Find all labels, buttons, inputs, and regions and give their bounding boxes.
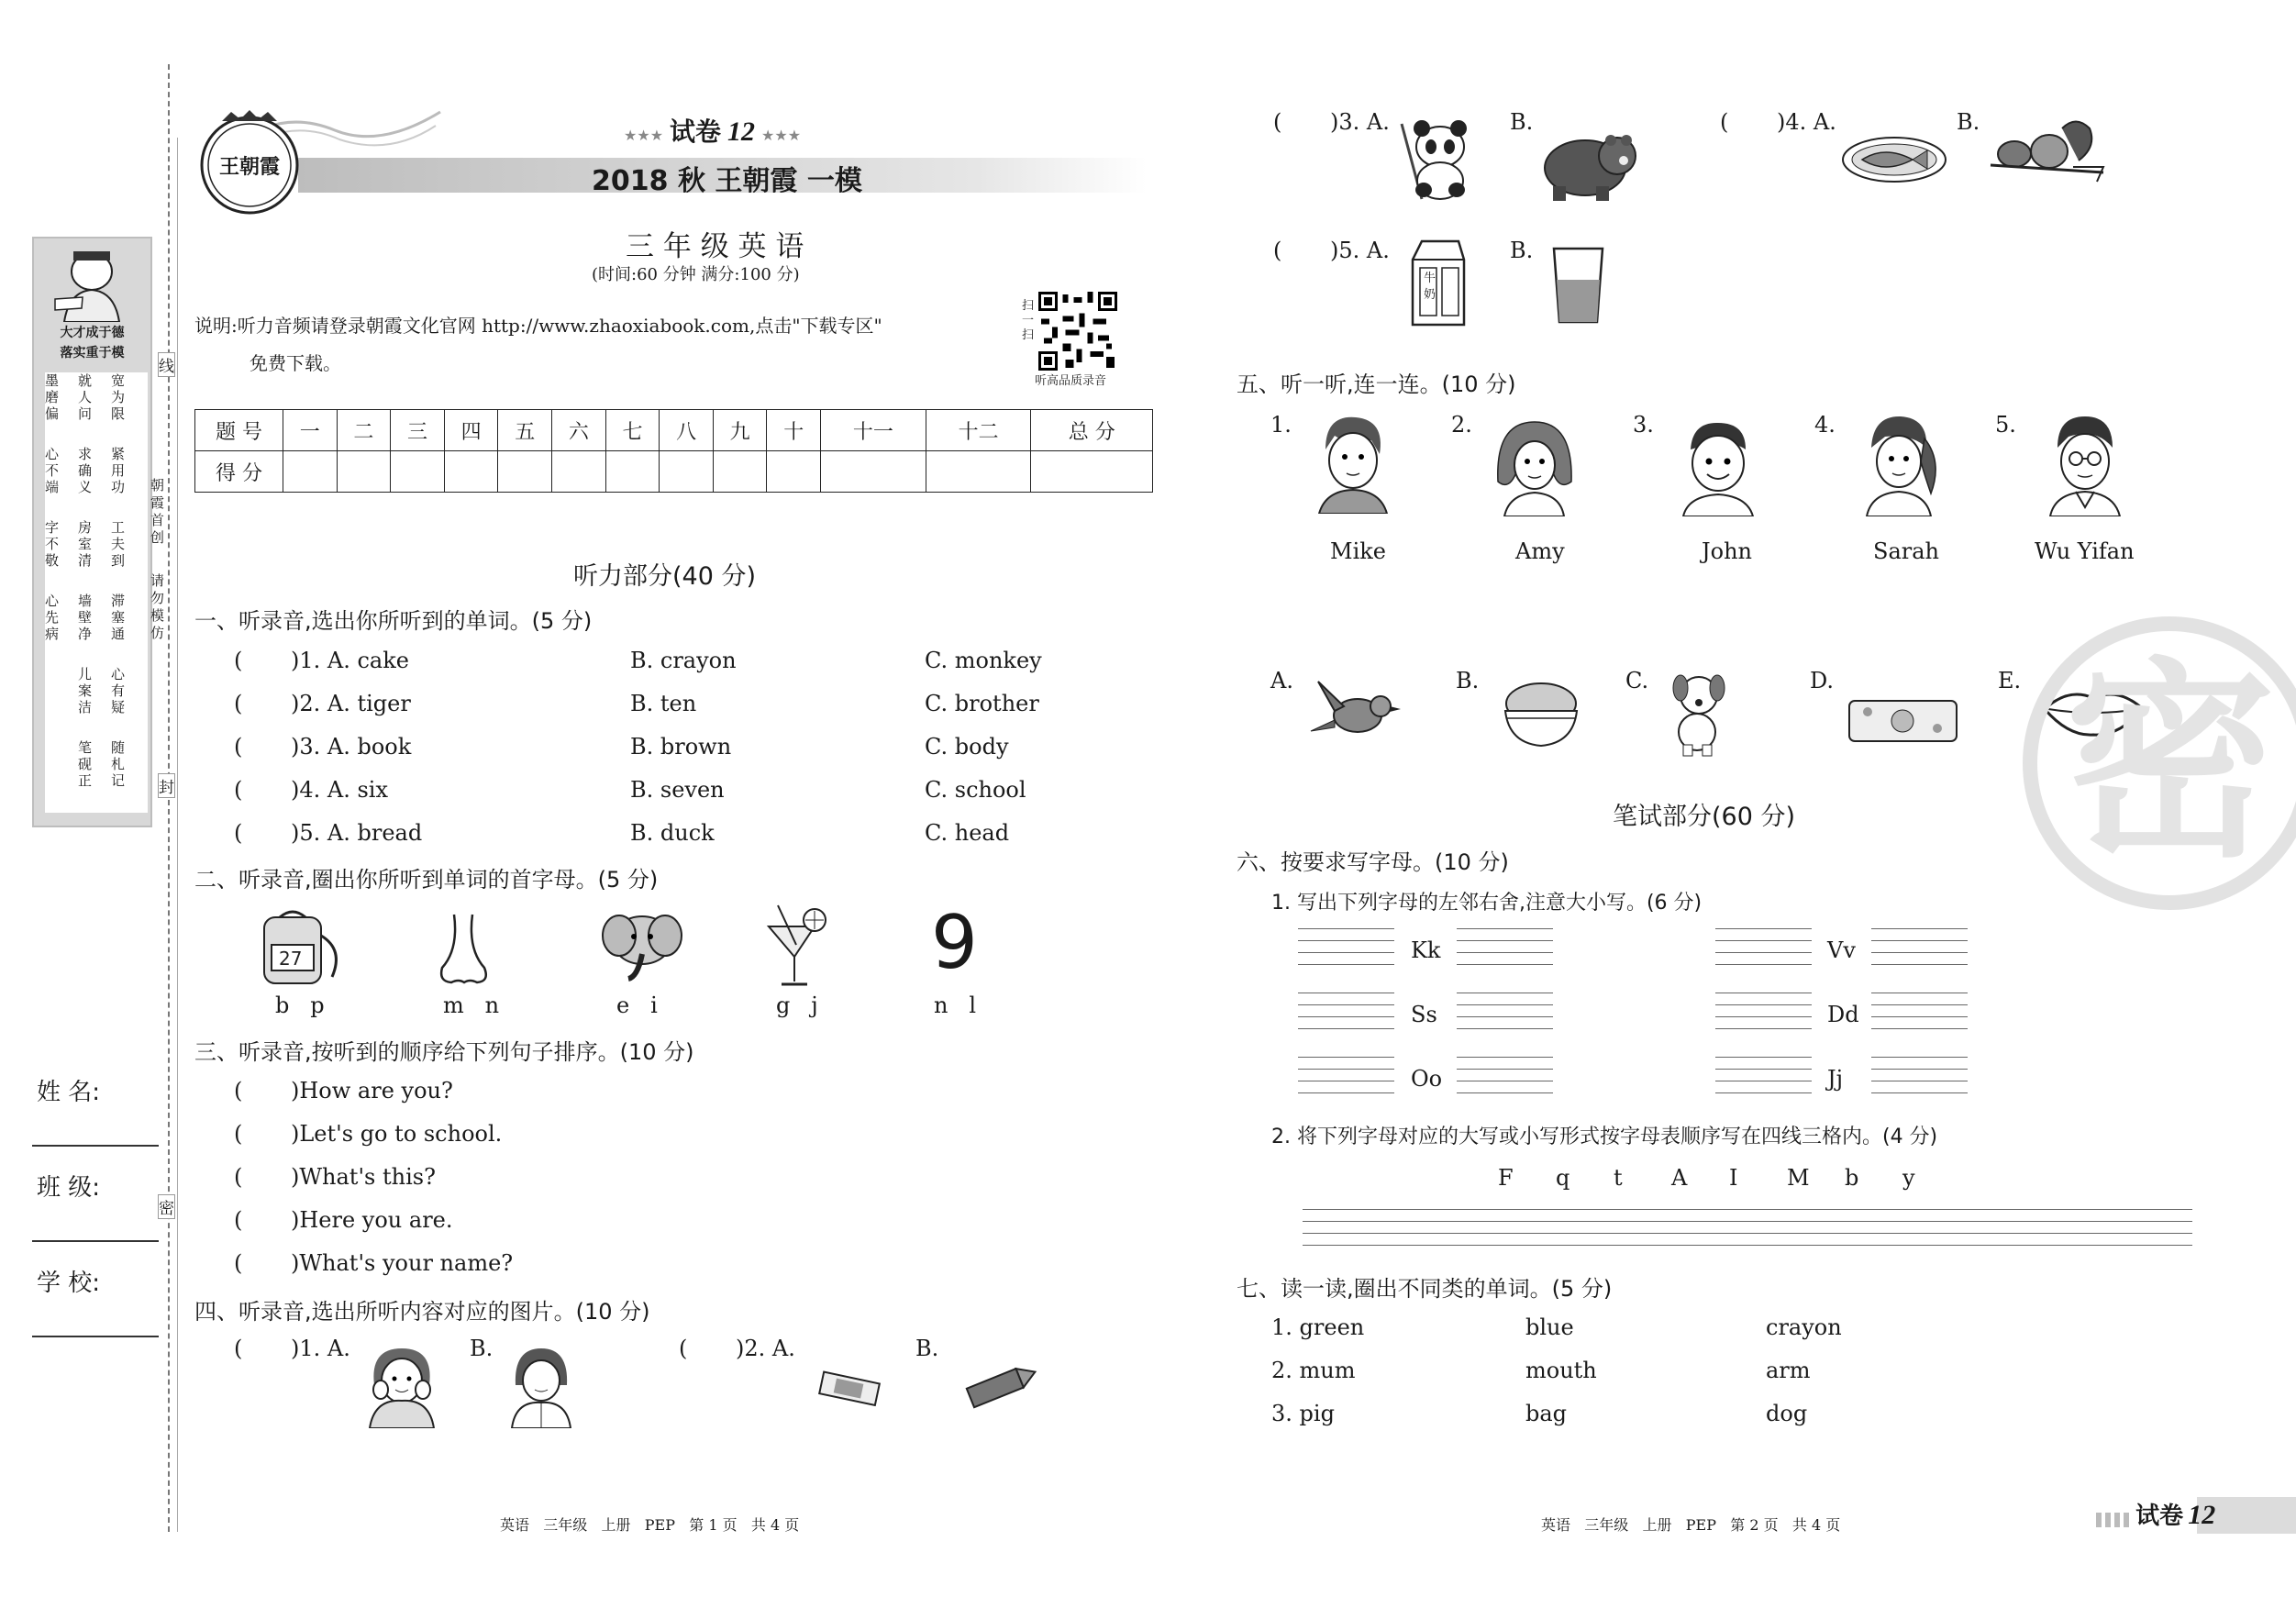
word-option[interactable]: 1. green: [1271, 1314, 1365, 1340]
s6-sub1: 1. 写出下列字母的左邻右舍,注意大小写。(6 分): [1271, 892, 1703, 915]
sidebar-motto-panel: [32, 237, 152, 827]
write-line[interactable]: [1871, 1028, 1968, 1029]
written-title: 笔试部分(60 分): [1613, 803, 1796, 831]
score-header-cell: 二: [337, 410, 391, 451]
exam-badge: [624, 112, 801, 149]
write-line[interactable]: [1298, 1069, 1394, 1070]
glass-icon: [1548, 243, 1608, 326]
class-field[interactable]: [32, 1240, 159, 1242]
four-line-rule[interactable]: [1303, 1245, 2192, 1246]
crayon-icon: [959, 1358, 1041, 1413]
s4-q3-b: B.: [1510, 109, 1534, 135]
s4-q4-b: B.: [1957, 109, 1980, 135]
given-letter: Ss: [1411, 1002, 1437, 1027]
letter-pair[interactable]: e i: [616, 993, 658, 1018]
poem-column: 求确义: [78, 446, 93, 495]
four-line-rule[interactable]: [1303, 1221, 2192, 1222]
word-option[interactable]: dog: [1766, 1401, 1808, 1426]
score-header-cell: 题 号: [195, 410, 283, 451]
qr-side-text: 扫一扫: [1022, 299, 1035, 342]
write-line[interactable]: [1715, 1016, 1812, 1017]
note-line-2: 免费下载。: [250, 352, 341, 374]
poem-column: 宽为限: [111, 372, 126, 422]
person-name[interactable]: Sarah: [1873, 538, 1939, 564]
poem-column: 心不端: [45, 446, 60, 495]
poem-column: 紧用功: [111, 446, 126, 495]
write-line[interactable]: [1457, 1004, 1553, 1005]
write-line[interactable]: [1298, 952, 1394, 953]
s4-q1-b: B.: [470, 1336, 494, 1361]
write-line[interactable]: [1457, 1016, 1553, 1017]
answer-bracket[interactable]: (: [234, 1207, 243, 1233]
score-header-cell: 七: [605, 410, 660, 451]
glue-icon: [816, 1369, 885, 1410]
write-line[interactable]: [1715, 1057, 1812, 1058]
section-1-title: 一、听录音,选出你所听到的单词。(5 分): [194, 608, 593, 634]
write-line[interactable]: [1871, 940, 1968, 941]
match-letter[interactable]: D.: [1810, 668, 1835, 693]
answer-bracket[interactable]: (: [234, 1078, 243, 1103]
match-letter[interactable]: B.: [1456, 668, 1480, 693]
score-header-cell: 总 分: [1031, 410, 1153, 451]
person-name[interactable]: Mike: [1330, 538, 1386, 564]
time-info: (时间:60 分钟 满分:100 分): [592, 265, 800, 284]
stamp-char: 密: [2064, 641, 2276, 886]
seq-letter: y: [1902, 1165, 1915, 1191]
answer-bracket[interactable]: (: [234, 691, 243, 716]
word-option[interactable]: mouth: [1525, 1358, 1597, 1383]
write-line[interactable]: [1298, 1028, 1394, 1029]
score-header-cell: 六: [552, 410, 606, 451]
write-line[interactable]: [1871, 1092, 1968, 1093]
write-line[interactable]: [1298, 1057, 1394, 1058]
seq-letter: q: [1556, 1165, 1570, 1191]
person-number: 5.: [1995, 412, 2016, 438]
name-label: 姓 名:: [37, 1079, 101, 1106]
write-line[interactable]: [1457, 1057, 1553, 1058]
write-line[interactable]: [1715, 1092, 1812, 1093]
score-header-cell: 十一: [821, 410, 926, 451]
bear-icon: [1539, 124, 1645, 202]
write-line[interactable]: [1715, 1028, 1812, 1029]
school-label: 学 校:: [37, 1270, 101, 1297]
score-header-cell: 十: [767, 410, 821, 451]
poem-column: 墙壁净: [78, 593, 93, 642]
score-header-cell: 十二: [926, 410, 1031, 451]
section-6-title: 六、按要求写字母。(10 分): [1237, 849, 1509, 875]
s4-q2-b: B.: [915, 1336, 939, 1361]
score-input-cell[interactable]: [926, 451, 1031, 493]
write-line[interactable]: [1457, 952, 1553, 953]
word-option[interactable]: crayon: [1766, 1314, 1842, 1340]
nose-icon: [431, 913, 495, 988]
badge-title: 试卷: [670, 116, 722, 147]
write-line[interactable]: [1715, 928, 1812, 929]
write-line[interactable]: [1457, 940, 1553, 941]
write-line[interactable]: [1298, 940, 1394, 941]
answer-bracket[interactable]: (: [234, 1250, 243, 1276]
letter-pair[interactable]: b p: [275, 993, 325, 1018]
subject-title: 三 年 级 英 语: [626, 230, 804, 263]
school-field[interactable]: [32, 1336, 159, 1337]
footer-badge-number: 12: [2188, 1500, 2216, 1530]
person-number: 1.: [1270, 412, 1292, 438]
side-note-1: 朝霞首创: [150, 477, 165, 546]
milk-label: 牛奶: [1424, 272, 1436, 302]
girl-point-icon: [505, 1344, 578, 1428]
motto-1: 大才成于德: [60, 326, 125, 340]
sentence: )What's your name?: [291, 1250, 514, 1276]
dog-icon: [1660, 670, 1734, 757]
exam-title: 2018 秋 王朝霞 一模: [592, 165, 862, 197]
motto-2: 落实重于模: [60, 346, 125, 360]
letter-pair[interactable]: n l: [934, 993, 977, 1018]
letter-pair[interactable]: m n: [443, 993, 500, 1018]
s4-q1-bracket: (: [234, 1336, 243, 1361]
juice-icon: [760, 904, 829, 991]
badge-stars-left: ★★★: [624, 127, 664, 144]
poem-column: 滞塞通: [111, 593, 126, 642]
badge-stars-right: ★★★: [761, 127, 802, 144]
person-name[interactable]: John: [1702, 538, 1752, 564]
option-a: )3. A. book: [291, 734, 412, 760]
write-line[interactable]: [1457, 928, 1553, 929]
write-line[interactable]: [1298, 1092, 1394, 1093]
option-a: )5. A. bread: [291, 820, 423, 846]
score-label-cell: 得 分: [195, 451, 283, 493]
poem-column: 墨磨偏: [45, 372, 60, 422]
edge-char-2: 封: [158, 773, 175, 798]
given-letter: Vv: [1827, 937, 1856, 963]
write-line[interactable]: [1715, 940, 1812, 941]
milk-carton-icon: [1405, 237, 1470, 328]
word-option[interactable]: bag: [1525, 1401, 1568, 1426]
rice-bowl-icon: [1500, 674, 1582, 752]
given-letter: Oo: [1411, 1066, 1443, 1092]
pencil-box-icon: [1846, 695, 1960, 746]
sentence: )Here you are.: [291, 1207, 453, 1233]
word-option[interactable]: 3. pig: [1271, 1401, 1335, 1426]
answer-bracket[interactable]: (: [234, 1164, 243, 1190]
listening-title: 听力部分(40 分): [573, 562, 757, 591]
given-letter: Jj: [1827, 1066, 1844, 1092]
panda-icon: [1385, 115, 1477, 202]
score-input-cell[interactable]: [552, 451, 606, 493]
option-c: C. head: [925, 820, 1010, 846]
write-line[interactable]: [1871, 928, 1968, 929]
seq-letter: A: [1671, 1165, 1688, 1191]
match-letter[interactable]: C.: [1625, 668, 1649, 693]
answer-bracket[interactable]: (: [234, 1121, 243, 1147]
score-header-cell: 四: [444, 410, 498, 451]
write-line[interactable]: [1871, 1016, 1968, 1017]
score-header-cell: 一: [283, 410, 338, 451]
bird-icon: [1307, 674, 1403, 743]
score-input-cell[interactable]: [444, 451, 498, 493]
word-option[interactable]: arm: [1766, 1358, 1811, 1383]
poem-column: 房室清: [78, 519, 93, 569]
nine-icon: 9: [931, 900, 978, 985]
s4-q2-bracket: (: [679, 1336, 688, 1361]
s4-q5-bracket: (: [1273, 238, 1282, 263]
face-amy-icon: [1491, 417, 1578, 516]
word-option[interactable]: 2. mum: [1271, 1358, 1356, 1383]
option-c: C. school: [925, 777, 1026, 803]
s4-q5-b: B.: [1510, 238, 1534, 263]
face-wuyifan-icon: [2041, 411, 2128, 516]
score-header-cell: 九: [713, 410, 767, 451]
elephant-icon: [592, 904, 683, 986]
option-a: )1. A. cake: [291, 648, 409, 673]
score-input-cell[interactable]: [767, 451, 821, 493]
match-letter[interactable]: E.: [1998, 668, 2022, 693]
s4-q4-bracket: (: [1720, 109, 1729, 135]
edge-char-3: 密: [158, 1194, 175, 1219]
write-line[interactable]: [1715, 952, 1812, 953]
answer-bracket[interactable]: (: [234, 734, 243, 760]
poem-column: 心有疑: [111, 666, 126, 715]
score-input-cell[interactable]: [283, 451, 338, 493]
person-name[interactable]: Wu Yifan: [2035, 538, 2135, 564]
write-line[interactable]: [1715, 1004, 1812, 1005]
option-c: C. body: [925, 734, 1009, 760]
section-4-title: 四、听录音,选出所听内容对应的图片。(10 分): [194, 1299, 650, 1325]
score-header-cell: 八: [660, 410, 714, 451]
section-2-title: 二、听录音,圈出你所听到单词的首字母。(5 分): [194, 867, 659, 893]
seq-letter: M: [1787, 1165, 1810, 1191]
score-input-cell[interactable]: [337, 451, 391, 493]
write-line[interactable]: [1298, 1016, 1394, 1017]
person-number: 4.: [1814, 412, 1836, 438]
footer-badge-title: 试卷: [2135, 1503, 2184, 1530]
person-number: 2.: [1451, 412, 1472, 438]
option-a: )4. A. six: [291, 777, 389, 803]
score-input-cell[interactable]: [605, 451, 660, 493]
name-field[interactable]: [32, 1145, 159, 1147]
write-line[interactable]: [1457, 1092, 1553, 1093]
write-line[interactable]: [1298, 1004, 1394, 1005]
write-line[interactable]: [1298, 928, 1394, 929]
poem-column: 心先病: [45, 593, 60, 642]
scholar-icon: [50, 244, 133, 322]
letter-pair[interactable]: g j: [776, 993, 818, 1018]
s4-q4-label: )4. A.: [1777, 109, 1836, 135]
footer-badge: [2096, 1497, 2215, 1531]
seq-letter: F: [1498, 1165, 1514, 1191]
option-b: B. brown: [630, 734, 732, 760]
poem-column: 字不敬: [45, 519, 60, 569]
sentence: )What's this?: [291, 1164, 436, 1190]
footer-left: 英语 三年级 上册 PEP 第 1 页 共 4 页: [500, 1516, 800, 1534]
secret-stamp: [2023, 616, 2296, 910]
class-label: 班 级:: [37, 1174, 101, 1202]
score-value-row: [195, 451, 1153, 493]
face-john-icon: [1674, 417, 1761, 516]
option-b: B. duck: [630, 820, 715, 846]
seq-letter: b: [1845, 1165, 1859, 1191]
qr-code[interactable]: [1038, 292, 1117, 371]
write-line[interactable]: [1871, 964, 1968, 965]
s4-q3-label: )3. A.: [1330, 109, 1390, 135]
score-input-cell[interactable]: [660, 451, 714, 493]
poem-column: 儿案洁: [78, 666, 93, 715]
section-7-title: 七、读一读,圈出不同类的单词。(5 分): [1237, 1276, 1613, 1302]
note-line-1: 说明:听力音频请登录朝霞文化官网 http://www.zhaoxiabook.com,点击"下载专区": [194, 315, 882, 337]
option-b: B. ten: [630, 691, 697, 716]
poem-column: 笔砚正: [78, 739, 93, 789]
option-b: B. crayon: [630, 648, 737, 673]
match-letter[interactable]: A.: [1270, 668, 1293, 693]
four-line-rule[interactable]: [1303, 1233, 2192, 1234]
footer-right: 英语 三年级 上册 PEP 第 2 页 共 4 页: [1541, 1516, 1841, 1534]
write-line[interactable]: [1457, 1069, 1553, 1070]
edge-char-1: 线: [158, 352, 175, 377]
s6-sub2: 2. 将下列字母对应的大写或小写形式按字母表顺序写在四线三格内。(4 分): [1271, 1126, 1938, 1148]
write-line[interactable]: [1457, 1028, 1553, 1029]
poem-column: 就人问: [78, 372, 93, 422]
side-note-2: 请勿模仿: [150, 572, 165, 641]
vegetables-icon: [1989, 110, 2108, 183]
svg-text:27: 27: [279, 948, 303, 970]
score-input-cell[interactable]: [713, 451, 767, 493]
write-line[interactable]: [1715, 1069, 1812, 1070]
answer-bracket[interactable]: (: [234, 820, 243, 846]
person-number: 3.: [1633, 412, 1654, 438]
s4-q1-label: )1. A.: [291, 1336, 350, 1361]
option-a: )2. A. tiger: [291, 691, 411, 716]
given-letter: Kk: [1411, 937, 1441, 963]
sentence: )Let's go to school.: [291, 1121, 503, 1147]
write-line[interactable]: [1871, 952, 1968, 953]
person-name[interactable]: Amy: [1515, 538, 1565, 564]
poem-column: 随札记: [111, 739, 126, 789]
face-mike-icon: [1312, 413, 1394, 514]
s4-q2-label: )2. A.: [736, 1336, 795, 1361]
score-header-cell: 五: [498, 410, 552, 451]
poem-column: 工夫到: [111, 519, 126, 569]
write-line[interactable]: [1715, 964, 1812, 965]
sentence: )How are you?: [291, 1078, 453, 1103]
score-input-cell[interactable]: [498, 451, 552, 493]
answer-bracket[interactable]: (: [234, 777, 243, 803]
s4-q3-bracket: (: [1273, 109, 1282, 135]
score-input-cell[interactable]: [821, 451, 926, 493]
qr-caption: 听高品质录音: [1035, 374, 1107, 388]
write-line[interactable]: [1871, 1069, 1968, 1070]
motto-poem: [45, 372, 148, 813]
given-letter: Dd: [1827, 1002, 1859, 1027]
score-table: [194, 409, 1153, 493]
seq-letter: I: [1729, 1165, 1738, 1191]
write-line[interactable]: [1871, 1057, 1968, 1058]
binding-dashed-line: [168, 64, 170, 1532]
seq-letter: t: [1614, 1165, 1623, 1191]
fish-plate-icon: [1839, 130, 1949, 185]
write-line[interactable]: [1871, 1004, 1968, 1005]
badge-number: 12: [727, 116, 756, 147]
score-input-cell[interactable]: [1031, 451, 1153, 493]
four-line-rule[interactable]: [1303, 1209, 2192, 1210]
score-header-row: [195, 410, 1153, 451]
write-line[interactable]: [1457, 964, 1553, 965]
s4-q5-label: )5. A.: [1330, 238, 1390, 263]
word-option[interactable]: blue: [1525, 1314, 1574, 1340]
section-3-title: 三、听录音,按听到的顺序给下列句子排序。(10 分): [194, 1039, 694, 1065]
answer-bracket[interactable]: (: [234, 648, 243, 673]
logo-text: 王朝霞: [218, 155, 280, 179]
girl-hands-face-icon: [360, 1344, 443, 1428]
footer-badge-squares: [2096, 1513, 2131, 1527]
option-c: C. monkey: [925, 648, 1042, 673]
score-header-cell: 三: [391, 410, 445, 451]
face-sarah-icon: [1853, 411, 1945, 516]
binding-solid-line: [177, 138, 178, 1532]
option-c: C. brother: [925, 691, 1039, 716]
score-input-cell[interactable]: [391, 451, 445, 493]
option-b: B. seven: [630, 777, 725, 803]
write-line[interactable]: [1298, 964, 1394, 965]
backpack-icon: [248, 908, 349, 986]
section-5-title: 五、听一听,连一连。(10 分): [1237, 372, 1516, 397]
